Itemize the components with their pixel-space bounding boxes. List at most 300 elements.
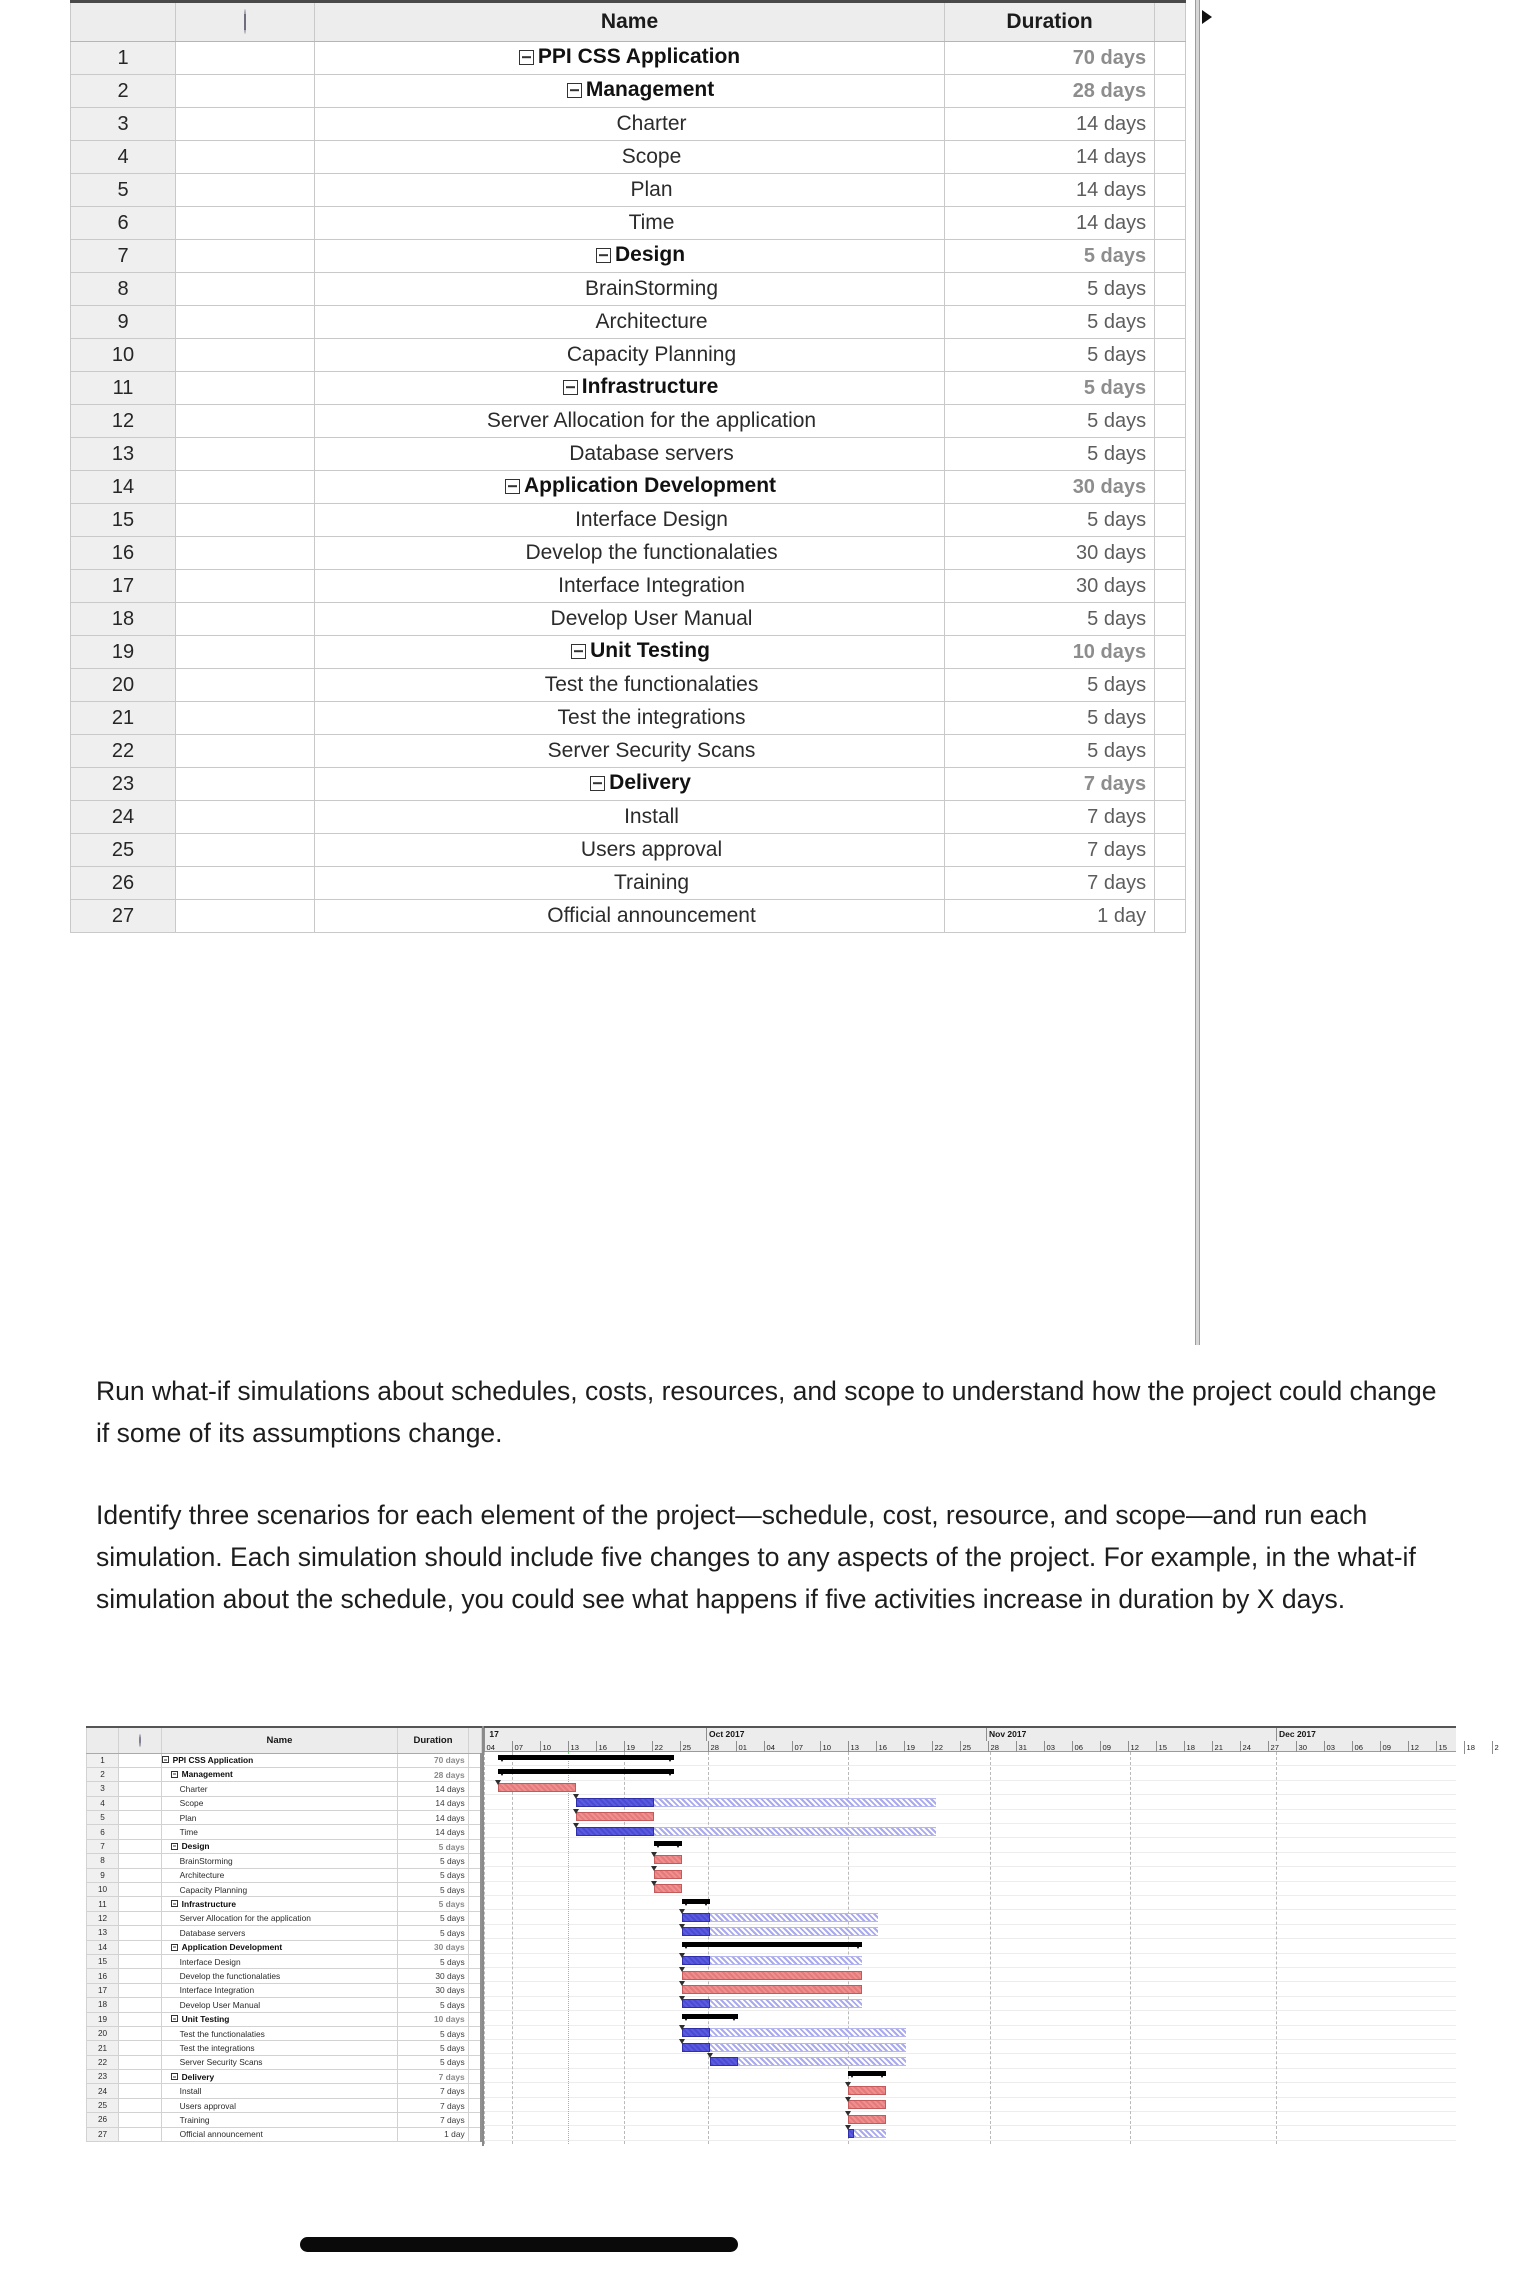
task-name-cell[interactable]: [314, 768, 944, 801]
table-row[interactable]: [87, 1897, 482, 1911]
scroll-right-arrow-icon[interactable]: [1202, 10, 1212, 24]
row-number[interactable]: 20: [71, 669, 176, 702]
gantt-task-bar[interactable]: [654, 1870, 682, 1879]
table-row[interactable]: [87, 1839, 482, 1853]
task-name-cell[interactable]: [161, 1796, 398, 1810]
task-name-label: Interface Integration: [558, 574, 745, 597]
task-duration-cell[interactable]: 5 days: [398, 1883, 468, 1897]
row-number[interactable]: 23: [71, 768, 176, 801]
gantt-task-bar[interactable]: [682, 2043, 710, 2052]
row-spacer-cell: [1155, 801, 1186, 834]
table-row[interactable]: [87, 1825, 482, 1839]
table-row[interactable]: [71, 372, 1186, 405]
table-row[interactable]: [71, 735, 1186, 768]
task-duration-cell[interactable]: 70 days: [945, 42, 1155, 75]
row-number[interactable]: 22: [71, 735, 176, 768]
gantt-task-bar[interactable]: [576, 1827, 654, 1836]
table-row[interactable]: [71, 570, 1186, 603]
timeline-gridline: [568, 1752, 569, 2144]
table-row[interactable]: [71, 834, 1186, 867]
task-name-cell[interactable]: [314, 471, 944, 504]
gantt-task-bar[interactable]: [682, 1971, 862, 1980]
task-duration-cell[interactable]: 30 days: [398, 1969, 468, 1983]
row-number[interactable]: 25: [87, 2098, 119, 2112]
collapse-toggle-icon[interactable]: [563, 380, 578, 395]
table-row[interactable]: [71, 504, 1186, 537]
gantt-dependency-arrow-icon: [679, 1924, 685, 1929]
row-number[interactable]: 14: [71, 471, 176, 504]
task-duration-cell[interactable]: 5 days: [945, 603, 1155, 636]
table-row[interactable]: [71, 471, 1186, 504]
timeline-row: [484, 1882, 1456, 1896]
task-duration-cell[interactable]: 5 days: [945, 240, 1155, 273]
table-row[interactable]: [71, 42, 1186, 75]
table-row[interactable]: [71, 603, 1186, 636]
row-spacer-cell: [1155, 42, 1186, 75]
gantt-task-bar[interactable]: [682, 2028, 710, 2037]
collapse-toggle-icon[interactable]: [590, 776, 605, 791]
row-number[interactable]: 14: [87, 1940, 119, 1954]
timeline-row: [484, 2054, 1456, 2068]
table-row[interactable]: [87, 1782, 482, 1796]
table-row[interactable]: [71, 636, 1186, 669]
row-number[interactable]: 23: [87, 2070, 119, 2084]
task-name-cell[interactable]: [161, 1883, 398, 1897]
gantt-task-bar[interactable]: [682, 1985, 862, 1994]
row-number[interactable]: 17: [87, 1983, 119, 1997]
row-number[interactable]: 11: [87, 1897, 119, 1911]
row-spacer-cell: [468, 2098, 481, 2112]
task-name-cell[interactable]: [161, 1854, 398, 1868]
task-duration-cell[interactable]: 7 days: [398, 2113, 468, 2127]
task-duration-cell[interactable]: 5 days: [945, 504, 1155, 537]
collapse-toggle-icon[interactable]: [171, 2015, 178, 2022]
task-name-cell[interactable]: [161, 1811, 398, 1825]
gantt-task-bar[interactable]: [682, 1927, 710, 1936]
gantt-remaining-bar[interactable]: [854, 2129, 886, 2138]
table-row[interactable]: [87, 1767, 482, 1781]
row-number[interactable]: 16: [87, 1969, 119, 1983]
header-duration[interactable]: Duration: [945, 2, 1155, 42]
task-name-cell[interactable]: [314, 207, 944, 240]
table-row[interactable]: [87, 1940, 482, 1954]
task-duration-cell[interactable]: 28 days: [398, 1767, 468, 1781]
gantt-header-indicator[interactable]: [118, 1727, 161, 1753]
task-duration-cell[interactable]: 5 days: [398, 2041, 468, 2055]
task-name-cell[interactable]: [314, 240, 944, 273]
row-number[interactable]: 2: [71, 75, 176, 108]
task-name-cell[interactable]: [314, 570, 944, 603]
row-indicator-cell: [176, 306, 315, 339]
task-duration-cell[interactable]: 5 days: [398, 1868, 468, 1882]
task-duration-cell[interactable]: 14 days: [398, 1796, 468, 1810]
collapse-toggle-icon[interactable]: [505, 479, 520, 494]
table-row[interactable]: [87, 2098, 482, 2112]
gantt-task-bar[interactable]: [576, 1798, 654, 1807]
gantt-summary-bar[interactable]: [682, 1942, 862, 1947]
table-row[interactable]: [87, 1911, 482, 1925]
task-duration-cell[interactable]: 5 days: [398, 1911, 468, 1925]
task-name-cell[interactable]: [314, 834, 944, 867]
task-duration-cell[interactable]: 5 days: [945, 273, 1155, 306]
task-duration-cell[interactable]: 14 days: [945, 207, 1155, 240]
table-row[interactable]: [87, 1868, 482, 1882]
table-row[interactable]: [87, 2055, 482, 2069]
task-name-cell[interactable]: [314, 141, 944, 174]
task-duration-cell[interactable]: 5 days: [945, 306, 1155, 339]
collapse-toggle-icon[interactable]: [571, 644, 586, 659]
gantt-header-row-number[interactable]: [87, 1727, 119, 1753]
task-name-cell[interactable]: [161, 1782, 398, 1796]
task-name-cell[interactable]: [161, 1897, 398, 1911]
row-spacer-cell: [1155, 471, 1186, 504]
gantt-remaining-bar[interactable]: [710, 1999, 862, 2008]
row-number[interactable]: 1: [71, 42, 176, 75]
table-splitter[interactable]: [1195, 0, 1200, 1345]
row-number[interactable]: 27: [87, 2127, 119, 2141]
task-name-cell[interactable]: [314, 867, 944, 900]
gantt-summary-bar[interactable]: [498, 1755, 674, 1760]
task-name-cell[interactable]: [161, 1868, 398, 1882]
row-number[interactable]: 3: [87, 1782, 119, 1796]
task-duration-cell[interactable]: 5 days: [945, 735, 1155, 768]
task-name-cell[interactable]: [161, 1969, 398, 1983]
header-indicator[interactable]: [176, 2, 315, 42]
task-duration-cell[interactable]: 30 days: [398, 1983, 468, 1997]
row-number[interactable]: 15: [87, 1954, 119, 1968]
gantt-task-bar[interactable]: [848, 2086, 886, 2095]
row-number[interactable]: 19: [71, 636, 176, 669]
row-number[interactable]: 8: [71, 273, 176, 306]
gantt-task-bar[interactable]: [654, 1855, 682, 1864]
row-number[interactable]: 16: [71, 537, 176, 570]
task-name-cell[interactable]: [314, 174, 944, 207]
row-number[interactable]: 9: [87, 1868, 119, 1882]
row-number[interactable]: 6: [87, 1825, 119, 1839]
table-row[interactable]: [71, 768, 1186, 801]
row-number[interactable]: 13: [87, 1926, 119, 1940]
task-name-cell[interactable]: [161, 2127, 398, 2141]
task-name-cell[interactable]: [161, 1926, 398, 1940]
gantt-remaining-bar[interactable]: [738, 2057, 906, 2066]
task-name-cell[interactable]: [314, 537, 944, 570]
table-row[interactable]: [71, 207, 1186, 240]
collapse-toggle-icon[interactable]: [171, 2073, 178, 2080]
table-row[interactable]: [71, 75, 1186, 108]
collapse-toggle-icon[interactable]: [162, 1756, 169, 1763]
row-spacer-cell: [468, 1969, 481, 1983]
task-duration-cell[interactable]: 7 days: [945, 867, 1155, 900]
collapse-toggle-icon[interactable]: [596, 248, 611, 263]
task-name-cell[interactable]: [161, 1983, 398, 1997]
task-name-cell[interactable]: [161, 1753, 398, 1767]
table-row[interactable]: [87, 2026, 482, 2040]
table-row[interactable]: [71, 900, 1186, 933]
task-duration-cell[interactable]: 5 days: [398, 1839, 468, 1853]
task-name-cell[interactable]: [314, 405, 944, 438]
table-row[interactable]: [87, 1811, 482, 1825]
table-row[interactable]: [71, 273, 1186, 306]
task-name-cell[interactable]: [314, 603, 944, 636]
task-duration-cell[interactable]: 7 days: [945, 801, 1155, 834]
task-name-cell[interactable]: [161, 2012, 398, 2026]
task-duration-cell[interactable]: 5 days: [398, 1854, 468, 1868]
task-duration-cell[interactable]: 10 days: [398, 2012, 468, 2026]
task-name-cell[interactable]: [161, 1940, 398, 1954]
row-number[interactable]: 3: [71, 108, 176, 141]
gantt-summary-endcap: [702, 1899, 710, 1906]
row-number[interactable]: 5: [71, 174, 176, 207]
gantt-task-bar[interactable]: [848, 2115, 886, 2124]
table-row[interactable]: [71, 339, 1186, 372]
row-number[interactable]: 7: [71, 240, 176, 273]
table-row[interactable]: [87, 1954, 482, 1968]
task-name-cell[interactable]: [314, 669, 944, 702]
row-indicator-cell: [118, 1911, 161, 1925]
row-number[interactable]: 24: [71, 801, 176, 834]
row-number[interactable]: 10: [87, 1883, 119, 1897]
task-duration-cell[interactable]: 14 days: [398, 1825, 468, 1839]
table-row[interactable]: [71, 867, 1186, 900]
task-name-cell[interactable]: [314, 339, 944, 372]
gantt-task-bar[interactable]: [498, 1783, 576, 1792]
table-row[interactable]: [71, 438, 1186, 471]
task-name-cell[interactable]: [161, 2084, 398, 2098]
task-name-cell[interactable]: [161, 1954, 398, 1968]
task-duration-cell[interactable]: 5 days: [398, 1998, 468, 2012]
task-name-cell[interactable]: [314, 636, 944, 669]
table-row[interactable]: [87, 1926, 482, 1940]
table-row[interactable]: [71, 669, 1186, 702]
row-spacer-cell: [1155, 537, 1186, 570]
task-name-label: Design: [615, 243, 686, 267]
row-number[interactable]: 5: [87, 1811, 119, 1825]
row-number[interactable]: 26: [87, 2113, 119, 2127]
table-row[interactable]: [87, 2084, 482, 2098]
table-row[interactable]: [71, 306, 1186, 339]
task-name-cell[interactable]: [161, 1839, 398, 1853]
table-row[interactable]: [71, 240, 1186, 273]
row-number[interactable]: 12: [71, 405, 176, 438]
task-duration-cell[interactable]: 5 days: [945, 405, 1155, 438]
task-name-cell[interactable]: [314, 801, 944, 834]
row-number[interactable]: 13: [71, 438, 176, 471]
gantt-remaining-bar[interactable]: [654, 1798, 936, 1807]
task-name-cell[interactable]: [314, 75, 944, 108]
task-duration-cell[interactable]: 7 days: [945, 768, 1155, 801]
task-duration-cell[interactable]: 30 days: [398, 1940, 468, 1954]
row-indicator-cell: [118, 1782, 161, 1796]
task-duration-cell[interactable]: 14 days: [945, 108, 1155, 141]
row-number[interactable]: 21: [71, 702, 176, 735]
task-duration-cell[interactable]: 70 days: [398, 1753, 468, 1767]
table-row[interactable]: [87, 2070, 482, 2084]
task-name-cell[interactable]: [314, 504, 944, 537]
header-row-number[interactable]: [71, 2, 176, 42]
row-number[interactable]: 20: [87, 2026, 119, 2040]
task-duration-cell[interactable]: 5 days: [398, 1897, 468, 1911]
row-number[interactable]: 8: [87, 1854, 119, 1868]
row-number[interactable]: 7: [87, 1839, 119, 1853]
task-name-cell[interactable]: [314, 273, 944, 306]
task-duration-cell[interactable]: 5 days: [945, 372, 1155, 405]
timeline-gridline: [1130, 1752, 1131, 2144]
row-number[interactable]: 4: [71, 141, 176, 174]
table-row[interactable]: [71, 801, 1186, 834]
table-row[interactable]: [87, 1983, 482, 1997]
task-name-cell[interactable]: [314, 108, 944, 141]
table-row[interactable]: [87, 2041, 482, 2055]
row-number[interactable]: 27: [71, 900, 176, 933]
task-name-label: Capacity Planning: [566, 343, 737, 366]
gantt-task-bar[interactable]: [710, 2057, 738, 2066]
task-name-cell[interactable]: [314, 702, 944, 735]
gantt-task-bar[interactable]: [576, 1812, 654, 1821]
task-duration-cell[interactable]: 10 days: [945, 636, 1155, 669]
table-row[interactable]: [71, 405, 1186, 438]
gantt-task-bar[interactable]: [682, 1913, 710, 1922]
row-number[interactable]: 10: [71, 339, 176, 372]
row-number[interactable]: 9: [71, 306, 176, 339]
gantt-summary-endcap: [674, 1841, 682, 1848]
task-duration-cell[interactable]: 7 days: [398, 2098, 468, 2112]
task-name-cell[interactable]: [314, 900, 944, 933]
gantt-task-bar[interactable]: [848, 2100, 886, 2109]
gantt-remaining-bar[interactable]: [710, 1956, 862, 1965]
task-name-cell[interactable]: [161, 1767, 398, 1781]
task-duration-cell[interactable]: 14 days: [398, 1811, 468, 1825]
table-row[interactable]: [71, 174, 1186, 207]
task-duration-cell[interactable]: 5 days: [398, 1954, 468, 1968]
row-number[interactable]: 15: [71, 504, 176, 537]
table-row[interactable]: [87, 1753, 482, 1767]
table-row[interactable]: [87, 2127, 482, 2141]
gantt-header-name[interactable]: Name: [161, 1727, 398, 1753]
task-name-cell[interactable]: [161, 2098, 398, 2112]
row-number[interactable]: 1: [87, 1753, 119, 1767]
gantt-remaining-bar[interactable]: [710, 1927, 878, 1936]
row-number[interactable]: 26: [71, 867, 176, 900]
task-duration-cell[interactable]: 30 days: [945, 570, 1155, 603]
row-number[interactable]: 22: [87, 2055, 119, 2069]
timeline-day-label: 04: [484, 1741, 512, 1754]
task-name-cell[interactable]: [161, 2113, 398, 2127]
header-name[interactable]: Name: [314, 2, 944, 42]
row-number[interactable]: 25: [71, 834, 176, 867]
gantt-task-bar[interactable]: [654, 1884, 682, 1893]
table-row[interactable]: [87, 1883, 482, 1897]
gantt-remaining-bar[interactable]: [710, 2028, 906, 2037]
collapse-toggle-icon[interactable]: [171, 1900, 178, 1907]
table-row[interactable]: [87, 1969, 482, 1983]
table-row[interactable]: [71, 537, 1186, 570]
row-indicator-cell: [118, 2113, 161, 2127]
task-duration-cell[interactable]: 30 days: [945, 537, 1155, 570]
task-duration-cell[interactable]: 7 days: [398, 2070, 468, 2084]
collapse-toggle-icon[interactable]: [519, 50, 534, 65]
row-number[interactable]: 11: [71, 372, 176, 405]
row-number[interactable]: 24: [87, 2084, 119, 2098]
task-duration-cell[interactable]: 14 days: [398, 1782, 468, 1796]
task-name-cell[interactable]: [314, 438, 944, 471]
task-duration-cell[interactable]: 14 days: [945, 141, 1155, 174]
task-duration-cell[interactable]: 5 days: [398, 2055, 468, 2069]
task-duration-cell[interactable]: 28 days: [945, 75, 1155, 108]
task-name-cell[interactable]: [161, 1911, 398, 1925]
task-duration-cell[interactable]: 7 days: [398, 2084, 468, 2098]
task-name-cell[interactable]: [314, 372, 944, 405]
row-number[interactable]: 2: [87, 1767, 119, 1781]
task-name-cell[interactable]: [314, 42, 944, 75]
task-duration-cell[interactable]: 30 days: [945, 471, 1155, 504]
task-duration-cell[interactable]: 14 days: [945, 174, 1155, 207]
row-number[interactable]: 18: [87, 1998, 119, 2012]
gantt-remaining-bar[interactable]: [710, 2043, 906, 2052]
row-number[interactable]: 17: [71, 570, 176, 603]
task-duration-cell[interactable]: 7 days: [945, 834, 1155, 867]
gantt-remaining-bar[interactable]: [710, 1913, 878, 1922]
task-duration-cell[interactable]: 1 day: [398, 2127, 468, 2141]
table-row[interactable]: [71, 108, 1186, 141]
collapse-toggle-icon[interactable]: [171, 1843, 178, 1850]
task-name-cell[interactable]: [161, 2070, 398, 2084]
task-duration-cell[interactable]: 1 day: [945, 900, 1155, 933]
task-name-label: Unit Testing: [181, 2013, 230, 2024]
table-row[interactable]: [87, 2113, 482, 2127]
row-number[interactable]: 12: [87, 1911, 119, 1925]
task-name-cell[interactable]: [161, 1998, 398, 2012]
task-duration-cell[interactable]: 5 days: [945, 702, 1155, 735]
gantt-remaining-bar[interactable]: [654, 1827, 936, 1836]
task-duration-cell[interactable]: 5 days: [398, 2026, 468, 2040]
row-number[interactable]: 18: [71, 603, 176, 636]
collapse-toggle-icon[interactable]: [171, 1944, 178, 1951]
gantt-summary-bar[interactable]: [498, 1769, 674, 1774]
task-duration-cell[interactable]: 5 days: [945, 339, 1155, 372]
gantt-summary-endcap: [730, 2014, 738, 2021]
collapse-toggle-icon[interactable]: [171, 1771, 178, 1778]
gantt-header-duration[interactable]: Duration: [398, 1727, 468, 1753]
gantt-task-bar[interactable]: [682, 1999, 710, 2008]
task-name-cell[interactable]: [314, 735, 944, 768]
task-duration-cell[interactable]: 5 days: [945, 438, 1155, 471]
table-row[interactable]: [71, 141, 1186, 174]
task-name-cell[interactable]: [314, 306, 944, 339]
table-row[interactable]: [87, 2012, 482, 2026]
gantt-task-bar[interactable]: [682, 1956, 710, 1965]
task-duration-cell[interactable]: 5 days: [945, 669, 1155, 702]
row-spacer-cell: [468, 1868, 481, 1882]
table-row[interactable]: [87, 1796, 482, 1810]
row-number[interactable]: 4: [87, 1796, 119, 1810]
task-duration-cell[interactable]: 5 days: [398, 1926, 468, 1940]
row-number[interactable]: 6: [71, 207, 176, 240]
table-row[interactable]: [87, 1854, 482, 1868]
task-name-cell[interactable]: [161, 2055, 398, 2069]
gantt-dependency-arrow-icon: [573, 1794, 579, 1799]
task-name-cell[interactable]: [161, 1825, 398, 1839]
task-name-cell[interactable]: [161, 2041, 398, 2055]
row-number[interactable]: 21: [87, 2041, 119, 2055]
collapse-toggle-icon[interactable]: [567, 83, 582, 98]
task-name-cell[interactable]: [161, 2026, 398, 2040]
gantt-timeline[interactable]: [482, 1726, 1499, 2146]
timeline-day-label: 16: [876, 1741, 904, 1754]
task-name-label: Architecture: [179, 1870, 225, 1881]
table-row[interactable]: [87, 1998, 482, 2012]
row-number[interactable]: 19: [87, 2012, 119, 2026]
table-row[interactable]: [71, 702, 1186, 735]
